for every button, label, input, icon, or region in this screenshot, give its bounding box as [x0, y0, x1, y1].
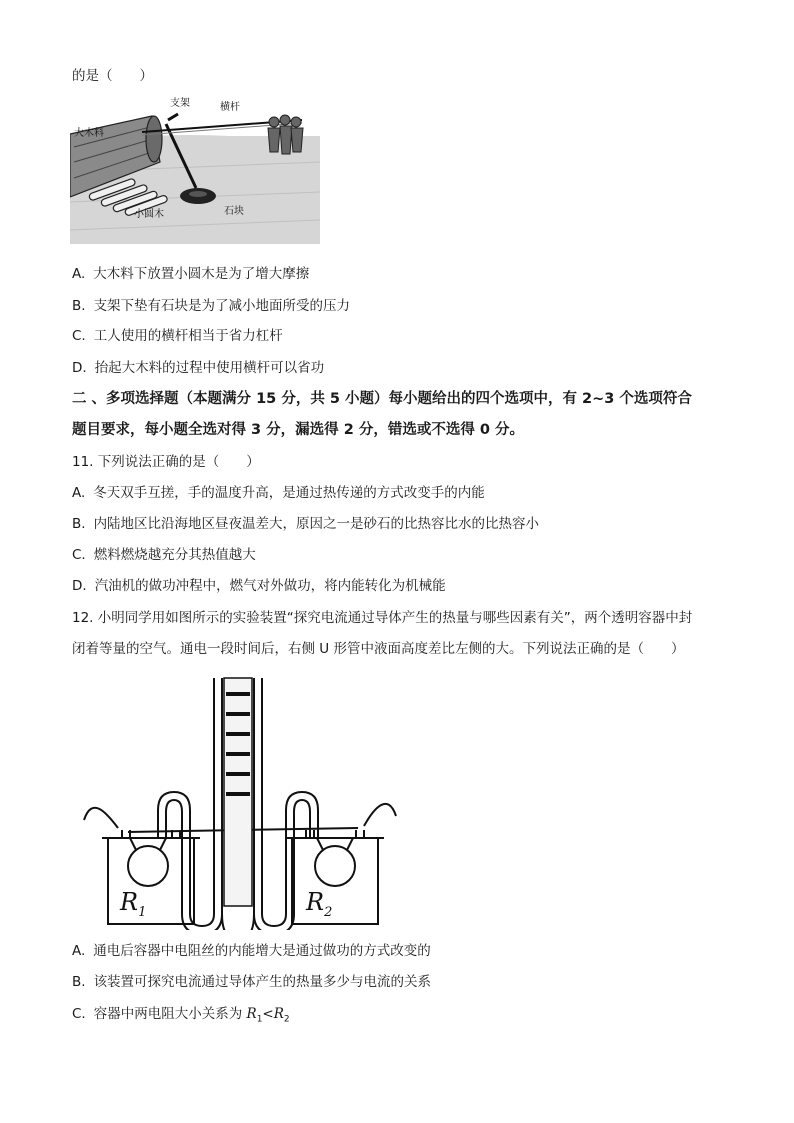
q10-option-d: D. 抬起大木料的过程中使用横杆可以省功	[72, 360, 325, 376]
label-support: 支架	[170, 98, 190, 109]
label-crossbar: 横杆	[220, 102, 240, 113]
resistor-r1-label: $R_1$	[120, 888, 147, 920]
question-12-stem-line-1: 12. 小明同学用如图所示的实验装置“探究电流通过导体产生的热量与哪些因素有关”，两个透明容器中封	[72, 610, 693, 626]
q10-option-b: B. 支架下垫有石块是为了减小地面所受的压力	[72, 298, 351, 314]
lever-lifting-figure	[70, 92, 320, 244]
q12-option-a: A. 通电后容器中电阻丝的内能增大是通过做功的方式改变的	[72, 943, 431, 959]
q12-option-b: B. 该装置可探究电流通过导体产生的热量多少与电流的关系	[72, 974, 432, 990]
question-11-stem: 11. 下列说法正确的是（ ）	[72, 454, 260, 470]
joule-heating-apparatus-figure	[78, 668, 408, 930]
q11-option-b: B. 内陆地区比沿海地区昼夜温差大，原因之一是砂石的比热容比水的比热容小	[72, 516, 540, 532]
q11-option-d: D. 汽油机的做功冲程中，燃气对外做功，将内能转化为机械能	[72, 578, 446, 594]
label-log: 大木料	[74, 128, 104, 139]
q11-option-c: C. 燃料燃烧越充分其热值越大	[72, 547, 256, 563]
section-2-heading-line-1: 二 、多项选择题（本题满分 15 分，共 5 小题）每小题给出的四个选项中，有 2~3 个选项符合	[72, 391, 692, 407]
section-2-heading-line-2: 题目要求，每小题全选对得 3 分，漏选得 2 分，错选或不选得 0 分。	[72, 422, 525, 438]
q10-option-a: A. 大木料下放置小圆木是为了增大摩擦	[72, 266, 310, 282]
q12-option-c: C. 容器中两电阻大小关系为 $R_1<R_2$	[72, 1006, 290, 1025]
question-10-stem-tail: 的是（ ）	[72, 68, 153, 84]
label-stone: 石块	[224, 206, 244, 217]
resistor-r2-label: $R_2$	[306, 888, 333, 920]
q11-option-a: A. 冬天双手互搓，手的温度升高，是通过热传递的方式改变手的内能	[72, 485, 485, 501]
q10-option-c: C. 工人使用的横杆相当于省力杠杆	[72, 328, 283, 344]
label-roller: 小圆木	[134, 209, 164, 220]
question-12-stem-line-2: 闭着等量的空气。通电一段时间后，右侧 U 形管中液面高度差比左侧的大。下列说法正确的是（ ）	[72, 641, 685, 657]
